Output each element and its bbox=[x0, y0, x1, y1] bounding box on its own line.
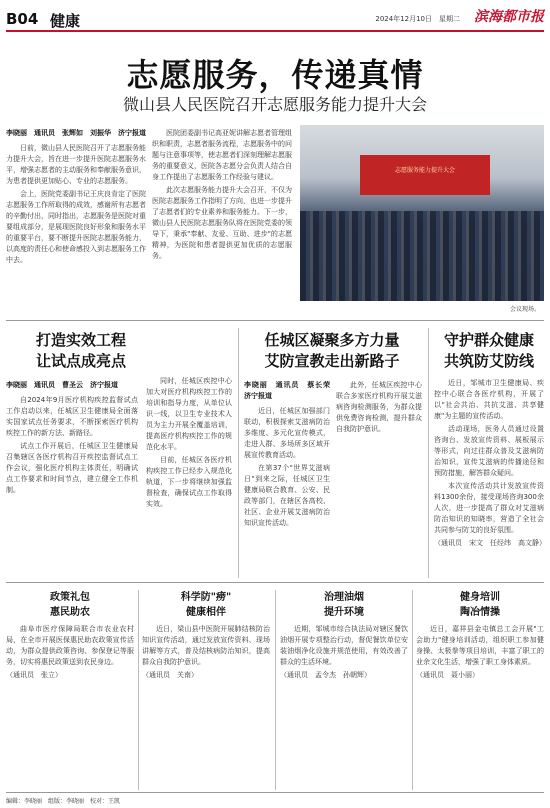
photo-banner-text: 志愿服务能力提升大会 bbox=[394, 167, 455, 174]
article-1-byline: 李晓丽 通讯员 曹圣云 济宁报道 bbox=[6, 381, 118, 389]
section-divider bbox=[6, 582, 544, 583]
brief-2-title bbox=[142, 590, 270, 620]
brief-1-title-line-1: 政策礼包 bbox=[50, 592, 90, 603]
brief-4-credit: （通讯员 聂小丽） bbox=[416, 671, 479, 679]
brief-2-paragraph: 近日，梁山县中医院开展肺结核防治知识宣传活动，通过发放宣传资料、现场讲解等方式，普及结核病防治知识，提高群众自我防护意识。 bbox=[142, 625, 270, 666]
article-2-paragraph: 在第37个"世界艾滋病日"到来之际，任城区卫生健康局联合教育、公安、民政等部门，在辖区各高校、社区、企业开展艾滋病防治知识宣传活动。 bbox=[244, 464, 330, 527]
article-3-column bbox=[434, 378, 544, 576]
footer-rule bbox=[6, 792, 544, 793]
article-2-column-1 bbox=[244, 380, 337, 576]
article-2-title bbox=[244, 330, 420, 372]
column-divider bbox=[412, 590, 413, 790]
article-2-paragraph: 此外，任城区疾控中心联合多家医疗机构开展艾滋病咨询检测服务，为群众提供免费咨询检测，提升群众自我防护意识。 bbox=[336, 381, 422, 433]
column-divider bbox=[238, 328, 239, 578]
brief-2-title-line-2: 健康相伴 bbox=[186, 607, 226, 618]
article-2-title-line-1: 任城区凝聚多方力量 bbox=[264, 331, 400, 349]
brief-4-title-line-2: 陶冶情操 bbox=[460, 607, 500, 618]
brief-2-text bbox=[142, 624, 270, 790]
article-3-paragraph: 近日，邹城市卫生健康局、疾控中心联合各医疗机构，开展了以"社会共治、共抗艾滋、共享健康"为主题的宣传活动。 bbox=[434, 379, 544, 420]
brief-1-credit: （通讯员 张立） bbox=[6, 671, 62, 679]
brief-3-title-line-1: 治理油烟 bbox=[324, 592, 364, 603]
article-2-title-line-2: 艾防宣教走出新路子 bbox=[264, 352, 400, 370]
article-1-column-2 bbox=[146, 376, 232, 576]
brief-4-paragraph: 近日，嘉祥县金屯镇总工会开展"工会助力"健身培训活动，组织职工参加健身操、太极拳等项目培训，丰富了职工的业余文化生活，增强了职工身体素质。 bbox=[416, 625, 544, 666]
page-number: B04 bbox=[6, 10, 39, 28]
header-rule bbox=[6, 30, 544, 32]
article-3-paragraph: 本次宣传活动共计发放宣传资料1300余份，接受现场咨询300余人次，进一步提高了群众对艾滋病防治知识的知晓率，营造了全社会共同参与防艾的良好氛围。 bbox=[434, 482, 544, 534]
article-2-paragraph: 近日，任城区加强部门联动，积极探索艾滋病防治多维度、多元化宣传模式，走进人群、多场所多区域开展宣传教育活动。 bbox=[244, 407, 330, 459]
article-1-title-line-1: 打造实效工程 bbox=[35, 331, 126, 349]
lead-paragraph: 此次志愿服务能力提升大会召开，不仅为医院志愿服务工作指明了方向，也进一步提升了志愿者们的专业素养和服务能力。下一步，微山县人民医院志愿服务队将在医院党委的领导下，秉承"奉献、友爱、互助、进步"的志愿精神，为医院和患者提供更加优质的志愿服务。 bbox=[152, 186, 292, 260]
brief-4-title-line-1: 健身培训 bbox=[460, 592, 500, 603]
lead-paragraph: 日前，微山县人民医院召开了志愿服务能力提升大会，旨在进一步提升医院志愿服务水平，增强志愿者的主动服务和奉献服务意识，为患者提供更加贴心、专业的志愿服务。 bbox=[6, 144, 146, 185]
brief-3-paragraph: 近期，邹城市综合执法局对辖区餐饮油烟开展专项整治行动，督促餐饮单位安装油烟净化设施并规范使用，有效改善了群众的生活环境。 bbox=[280, 625, 408, 666]
brief-3-credit: （通讯员 孟令杰 孙朝辉） bbox=[280, 671, 371, 679]
brief-1-title bbox=[6, 590, 134, 620]
brief-3-title-line-2: 提升环境 bbox=[324, 607, 364, 618]
article-2-byline: 李晓丽 通讯员 蔡长荣 济宁报道 bbox=[244, 381, 337, 400]
article-1-title bbox=[6, 330, 156, 372]
column-divider bbox=[138, 590, 139, 790]
photo-audience bbox=[300, 211, 544, 301]
article-1-paragraph: 自2024年9月医疗机构疾控监督试点工作启动以来，任城区卫生健康局全面落实国家试点任务要求，不断探索医疗机构疾控工作的新方法、新路径。 bbox=[6, 396, 138, 437]
article-1-paragraph: 目前，任城区各医疗机构疾控工作已经步入规范化轨道，下一步将继续加强监督检查，确保试点工作取得实效。 bbox=[146, 456, 232, 508]
brief-1-title-line-2: 惠民助农 bbox=[50, 607, 90, 618]
lead-paragraph: 医院团委副书记高亚妮讲解志愿者管理组织和职责，志愿者服务流程，志愿服务中的问题与注意事项等，使志愿者们深刻理解志愿服务的重要意义，医院各志愿分会负责人结合自身工作提出了志愿服务工作经验与建议。 bbox=[152, 129, 292, 181]
lead-paragraph: 会上，医院党委副书记王庆良肯定了医院志愿服务工作所取得的成效，感谢所有志愿者的辛勤付出，同时指出，志愿服务是医院对重要组成部分，是展现医院良好形象和服务水平的重要平台，要不断提升医院志愿服务能力，以高度的责任心和使命感投入到志愿服务工作中去。 bbox=[6, 190, 146, 264]
article-3-title-line-1: 守护群众健康 bbox=[443, 331, 534, 349]
article-1-column-1 bbox=[6, 380, 138, 576]
section-divider bbox=[6, 320, 544, 321]
brief-2-title-line-1: 科学防"痨" bbox=[180, 592, 232, 603]
brief-3-title bbox=[280, 590, 408, 620]
brief-2-credit: （通讯员 关南） bbox=[142, 671, 198, 679]
article-3-paragraph: 活动现场，医务人员通过设置咨询台、发放宣传资料、展板展示等形式，向过往群众普及艾滋病防治知识，宣传艾滋病的传播途径和预防措施，解答群众疑问。 bbox=[434, 425, 544, 477]
lead-column-2 bbox=[152, 128, 292, 314]
article-1-paragraph: 试点工作开展后，任城区卫生健康局召集辖区各医疗机构召开疾控监督试点工作会议，强化医疗机构主体责任，明确试点工作要求和时间节点，建立健全工作机制。 bbox=[6, 442, 138, 494]
column-divider bbox=[275, 590, 276, 790]
brief-3-text bbox=[280, 624, 408, 790]
article-1-paragraph: 同时，任城区疾控中心加大对医疗机构疾控工作的培训和指导力度，从单位认识一线，以卫生专业技术人员为主力开展全覆盖培训，提高医疗机构疾控工作的规范化水平。 bbox=[146, 377, 232, 451]
page-footer: 编辑：李晓丽 组版：李晓丽 校对：王凯 bbox=[6, 798, 121, 805]
lead-column-1 bbox=[6, 128, 146, 314]
lead-subheadline: 微山县人民医院召开志愿服务能力提升大会 bbox=[122, 95, 427, 114]
brief-4-text bbox=[416, 624, 544, 790]
newspaper-masthead: 滨海都市报 bbox=[474, 9, 544, 25]
lead-photo bbox=[300, 125, 544, 301]
brief-4-title bbox=[416, 590, 544, 620]
lead-headline: 志愿服务，传递真情 bbox=[126, 56, 424, 94]
photo-stage-banner bbox=[360, 155, 490, 195]
article-3-credit: （通讯员 宋文 任经纬 高文静） bbox=[434, 539, 546, 547]
article-3-title-line-2: 共筑防艾防线 bbox=[443, 352, 534, 370]
column-divider bbox=[428, 328, 429, 578]
article-2-column-2 bbox=[336, 380, 422, 576]
brief-1-text bbox=[6, 624, 134, 790]
article-3-title bbox=[432, 330, 546, 372]
section-name: 健康 bbox=[50, 12, 81, 30]
issue-date: 2024年12月10日 星期二 bbox=[375, 15, 460, 23]
photo-caption: 会议现场。 bbox=[509, 306, 540, 313]
brief-1-paragraph: 曲阜市医疗保障局联合市农业农村局，在全市开展医保惠民助农政策宣传活动，为群众提供政策咨询、参保登记等服务，切实将惠民政策送到农民身边。 bbox=[6, 625, 134, 666]
article-1-title-line-2: 让试点成亮点 bbox=[35, 352, 126, 370]
lead-byline: 李晓丽 通讯员 张辉如 刘振华 济宁报道 bbox=[6, 129, 146, 137]
page-header bbox=[0, 0, 550, 40]
